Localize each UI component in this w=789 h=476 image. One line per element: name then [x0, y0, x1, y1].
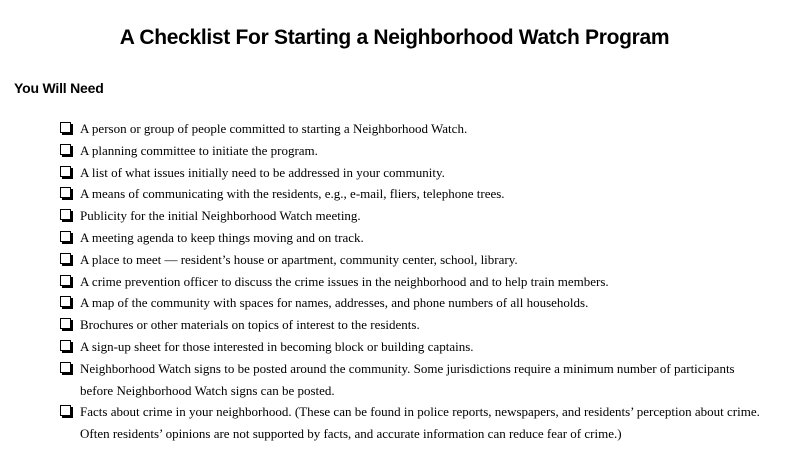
checklist-item	[60, 314, 760, 336]
checklist-item	[60, 271, 760, 293]
page-title: A Checklist For Starting a Neighborhood Watch Program	[119, 26, 670, 49]
checkbox-icon	[60, 253, 71, 264]
checklist-item-text: A list of what issues initially need to be addressed in your community.	[80, 164, 445, 180]
checklist-item-text: Facts about crime in your neighborhood. (These can be found in police reports, newspapers, and residents’ perception about crime. Often residents’ opinions are not supported by facts, and accurate information can reduce fear of crime.)	[80, 404, 760, 442]
checklist-item-text: Neighborhood Watch signs to be posted around the community. Some jurisdictions require a minimum number of participants before Neighborhood Watch signs can be posted.	[80, 360, 735, 398]
checklist	[60, 118, 760, 445]
checkbox-icon	[60, 231, 71, 242]
checklist-item	[60, 140, 760, 162]
checklist-item	[60, 292, 760, 314]
checklist-item	[60, 336, 760, 358]
checklist-item	[60, 205, 760, 227]
checklist-item-text: Publicity for the initial Neighborhood Watch meeting.	[80, 208, 361, 224]
checklist-item	[60, 118, 760, 140]
checklist-item-text: A sign-up sheet for those interested in becoming block or building captains.	[80, 338, 474, 354]
checkbox-icon	[60, 122, 71, 133]
checklist-item	[60, 358, 760, 402]
checklist-item-text: Brochures or other materials on topics of interest to the residents.	[80, 317, 420, 333]
checkbox-icon	[60, 405, 71, 416]
checklist-item	[60, 162, 760, 184]
checklist-item-text: A meeting agenda to keep things moving and on track.	[80, 229, 364, 245]
checkbox-icon	[60, 275, 71, 286]
checkbox-icon	[60, 144, 71, 155]
checklist-item	[60, 183, 760, 205]
checkbox-icon	[60, 187, 71, 198]
checkbox-icon	[60, 166, 71, 177]
checklist-item-text: A crime prevention officer to discuss the crime issues in the neighborhood and to help train members.	[80, 273, 609, 289]
checkbox-icon	[60, 318, 71, 329]
checklist-item-text: A map of the community with spaces for names, addresses, and phone numbers of all households.	[80, 295, 589, 311]
checkbox-icon	[60, 209, 71, 220]
checkbox-icon	[60, 340, 71, 351]
checkbox-icon	[60, 296, 71, 307]
section-heading: You Will Need	[14, 80, 104, 96]
checklist-item-text: A means of communicating with the residents, e.g., e-mail, fliers, telephone trees.	[80, 186, 505, 202]
checklist-item-text: A place to meet — resident’s house or apartment, community center, school, library.	[80, 251, 518, 267]
checklist-item-text: A planning committee to initiate the program.	[80, 142, 318, 158]
checklist-item-text: A person or group of people committed to starting a Neighborhood Watch.	[80, 121, 468, 136]
checklist-item	[60, 249, 760, 271]
checklist-item	[60, 401, 760, 445]
checklist-item	[60, 227, 760, 249]
checkbox-icon	[60, 362, 71, 373]
